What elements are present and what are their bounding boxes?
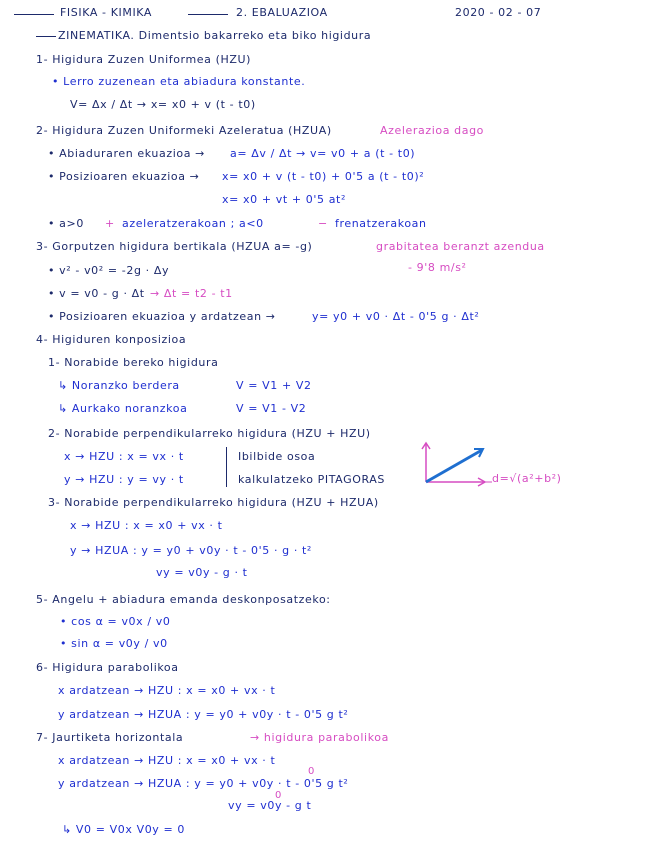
section-4-sub3-heading: 3- Norabide perpendikularreko higidura (HZU + HZUA) — [48, 496, 379, 509]
section-4-sub2-remark-1: Ibilbide osoa — [238, 450, 316, 463]
section-4-sub2-x: x → HZU : x = vx · t — [64, 450, 184, 463]
section-3-bullet-3: • Posizioaren ekuazioa y ardatzean → — [48, 310, 276, 323]
header-evaluation: 2. EBALUAZIOA — [236, 6, 328, 19]
section-6-heading: 6- Higidura parabolikoa — [36, 661, 179, 674]
section-4-sub2-y: y → HZU : y = vy · t — [64, 473, 184, 486]
section-4-sub2-heading: 2- Norabide perpendikularreko higidura (HZU + HZU) — [48, 427, 371, 440]
section-2-position-formula: x= x0 + v (t - t0) + 0'5 a (t - t0)² — [222, 170, 425, 183]
section-2-velocity-formula: a= Δv / Δt → v= v0 + a (t - t0) — [230, 147, 416, 160]
section-7-initial-conditions: ↳ V0 = V0x V0y = 0 — [62, 823, 186, 836]
section-4-heading: 4- Higiduren konposizioa — [36, 333, 187, 346]
section-7-zero-mark-1: 0 — [308, 766, 315, 777]
section-7-note: → higidura parabolikoa — [250, 731, 389, 744]
section-3-gravity-note: grabitatea beranzt azendua — [376, 240, 545, 253]
topic-title: ZINEMATIKA. Dimentsio bakarreko eta biko higidura — [58, 29, 372, 42]
section-3-position-formula: y= y0 + v0 · Δt - 0'5 g · Δt² — [312, 310, 480, 323]
section-4-sub1-opposite-direction: ↳ Aurkako noranzkoa — [58, 402, 188, 415]
pythagoras-formula: d=√(a²+b²) — [492, 472, 562, 485]
section-5-sin: • sin α = v0y / v0 — [60, 637, 168, 650]
section-2-heading: 2- Higidura Zuzen Uniformeki Azeleratua (HZUA) — [36, 124, 332, 137]
header-subject: FISIKA - KIMIKA — [60, 6, 153, 19]
section-4-sub1-same-direction: ↳ Noranzko berdera — [58, 379, 180, 392]
section-7-heading: 7- Jaurtiketa horizontala — [36, 731, 184, 744]
section-1-formula: V= Δx / Δt → x= x0 + v (t - t0) — [70, 98, 256, 111]
section-4-sub3-x: x → HZU : x = x0 + vx · t — [70, 519, 223, 532]
section-2-brake-text: frenatzerakoan — [335, 217, 427, 230]
header-rule-mid — [188, 14, 228, 15]
section-4-sub2-divider — [226, 447, 227, 487]
section-2-minus-sign: − — [318, 217, 328, 230]
section-3-delta-t-note: → Δt = t2 - t1 — [150, 287, 233, 300]
section-2-plus-sign: + — [105, 217, 115, 230]
section-2-position-label: • Posizioaren ekuazioa → — [48, 170, 200, 183]
section-4-sub2-remark-2: kalkulatzeko PITAGORAS — [238, 473, 385, 486]
section-4-sub3-vy: vy = v0y - g · t — [156, 566, 248, 579]
section-2-accel-text: azeleratzerakoan ; a<0 — [122, 217, 264, 230]
section-4-sub3-y: y → HZUA : y = y0 + v0y · t - 0'5 · g · t² — [70, 544, 312, 557]
section-7-x: x ardatzean → HZU : x = x0 + vx · t — [58, 754, 276, 767]
section-5-heading: 5- Angelu + abiadura emanda deskonposatzeko: — [36, 593, 331, 606]
section-2-velocity-label: • Abiaduraren ekuazioa → — [48, 147, 205, 160]
section-3-bullet-2: • v = v0 - g · Δt — [48, 287, 145, 300]
section-4-sub1-opposite-formula: V = V1 - V2 — [236, 402, 307, 415]
section-4-sub1-same-formula: V = V1 + V2 — [236, 379, 312, 392]
section-2-note: Azelerazioa dago — [380, 124, 484, 137]
section-3-heading: 3- Gorputzen higidura bertikala (HZUA a= -g) — [36, 240, 313, 253]
section-2-accel-condition: • a>0 — [48, 217, 84, 230]
topic-arrow-line — [36, 36, 56, 37]
section-7-vy: vy = v0y - g t — [228, 799, 312, 812]
section-7-zero-mark-2: 0 — [275, 790, 282, 801]
section-5-cos: • cos α = v0x / v0 — [60, 615, 171, 628]
section-3-gravity-value: - 9'8 m/s² — [408, 261, 467, 274]
section-6-y: y ardatzean → HZUA : y = y0 + v0y · t - 0'5 g t² — [58, 708, 349, 721]
section-2-position-formula-short: x= x0 + vt + 0'5 at² — [222, 193, 346, 206]
section-6-x: x ardatzean → HZU : x = x0 + vx · t — [58, 684, 276, 697]
section-7-y: y ardatzean → HZUA : y = y0 + v0y · t - 0'5 g t² — [58, 777, 349, 790]
resultant-vector-line — [426, 450, 482, 482]
section-1-heading: 1- Higidura Zuzen Uniformea (HZU) — [36, 53, 252, 66]
section-4-sub1-heading: 1- Norabide bereko higidura — [48, 356, 219, 369]
section-3-bullet-1: • v² - v0² = -2g · Δy — [48, 264, 170, 277]
header-rule-left — [14, 14, 54, 15]
header-date: 2020 - 02 - 07 — [455, 6, 542, 19]
section-1-bullet: • Lerro zuzenean eta abiadura konstante. — [52, 75, 306, 88]
